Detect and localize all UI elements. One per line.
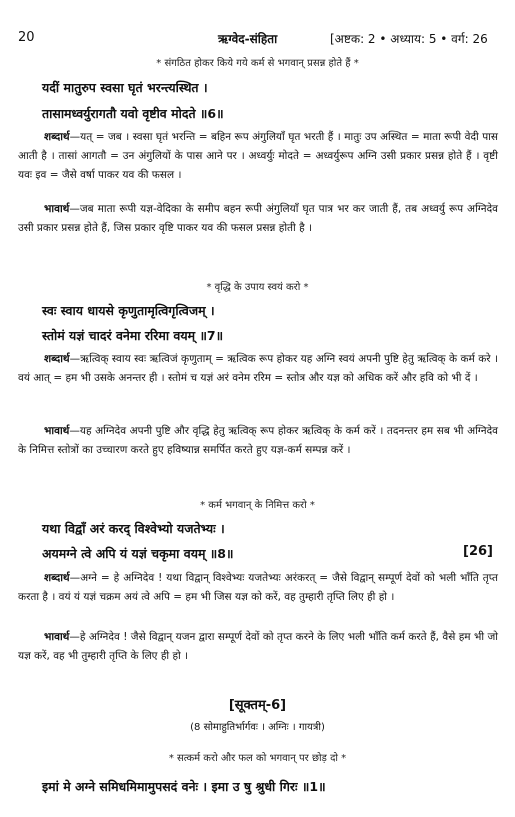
shabdartha-text: —यत् = जब । स्वसा घृतं भरन्ति = बहिन रूप अंगुलियाँ घृत भरती हैं । मातुः उप अस्थित = माता रूपी वेदी पास आती है । तासां आगतौ = उन अंगुलियों के पास आने पर । अध्वर्युः मोदते = अध्वर्युरूप अग्नि उसी प्रकार प्रसन्न होते हैं । वृष्टी यवः इव = जैसे वर्षा पाकर यव की फसल । [18, 131, 498, 181]
bhavartha-label: भावार्थ [44, 425, 70, 437]
bhavartha-paragraph [18, 200, 498, 238]
mantra-line: तासामध्वर्युरागतौ यवो वृष्टीव मोदते ॥6॥ [42, 106, 224, 121]
mantra-line: यथा विद्वाँ अरं करद् विश्वेभ्यो यजतेभ्यः । [42, 521, 225, 536]
shabdartha-paragraph [18, 569, 498, 607]
bhavartha-label: भावार्थ [44, 203, 70, 215]
mantra-line: स्वः स्वाय धायसे कृणुतामृत्विगृत्विजम् । [42, 303, 215, 318]
shabdartha-label: शब्दार्थ [44, 131, 70, 143]
section-heading: * सत्कर्म करो और फल को भगवान् पर छोड़ दो * [168, 753, 347, 764]
shabdartha-paragraph [18, 350, 498, 388]
bhavartha-paragraph [18, 422, 498, 460]
section-heading: * संगठित होकर किये गये कर्म से भगवान् प्रसन्न होते हैं * [156, 58, 359, 69]
page-number: 20 [18, 30, 35, 45]
location-reference: [अष्टक: 2 • अध्याय: 5 • वर्ग: 26 [330, 32, 488, 46]
section-heading: * कर्म भगवान् के निमित्त करो * [200, 500, 315, 511]
shabdartha-paragraph [18, 128, 498, 185]
sukta-title: [सूक्तम्-6] [228, 698, 287, 713]
bhavartha-text: —जब माता रूपी यज्ञ-वेदिका के समीप बहन रूपी अंगुलियाँ घृत पात्र भर कर जाती हैं, तब अध्वर्यु रूप अग्निदेव उसी प्रकार प्रसन्न होते हैं, जिस प्रकार वृष्टि पाकर यव की फसल प्रसन्न होती है । [18, 203, 498, 234]
bhavartha-text: —यह अग्निदेव अपनी पुष्टि और वृद्धि हेतु ऋत्विक् रूप होकर ऋत्विक् के कर्म करें । तदनन्तर हम सब भी अग्निदेव के निमित्त स्तोत्रों का उच्चारण करते हुए हविष्यान्न समर्पित करते हुए यज्ञ-कर्म सम्पन्न करें । [18, 425, 498, 456]
shabdartha-label: शब्दार्थ [44, 353, 70, 365]
bhavartha-label: भावार्थ [44, 631, 70, 643]
mantra-line: यदीं मातुरुप स्वसा घृतं भरन्त्यस्थित । [42, 80, 208, 95]
section-heading: * वृद्धि के उपाय स्वयं करो * [206, 282, 309, 293]
sukta-subtitle: (8 सोमाहुतिर्भार्गवः । अग्निः । गायत्री) [190, 722, 325, 733]
shabdartha-text: —ऋत्विक् स्वाय स्वः ऋत्विजं कृणुताम् = ऋत्विक रूप होकर यह अग्नि स्वयं अपनी पुष्टि हेतु ऋत्विक् के कर्म करे । वयं आत् = हम भी उसके अनन्तर ही । स्तोमं च यज्ञं अरं वनेम ररिम = स्तोत्र और यज्ञ को अधिक करें और हवि को भी दें । [18, 353, 498, 384]
mantra-line: स्तोमं यज्ञं चादरं वनेमा ररिमा वयम् ॥7॥ [42, 328, 224, 343]
bhavartha-paragraph [18, 628, 498, 666]
shabdartha-text: —अग्ने = हे अग्निदेव ! यथा विद्वान् विश्वेभ्यः यजतेभ्यः अरंकरत् = जैसे विद्वान् सम्पूर्ण देवों को भली भाँति तृप्त करता है । वयं यं यज्ञं चक्रम अयं त्वे अपि = हम भी जिस यज्ञ को करें, वह तुम्हारी तृप्ति लिए ही हो । [18, 572, 498, 603]
bhavartha-text: —हे अग्निदेव ! जैसे विद्वान् यजन द्वारा सम्पूर्ण देवों को तृप्त करने के लिए भली भाँति कर्म करते हैं, वैसे हम भी जो यज्ञ करें, वह भी तुम्हारी तृप्ति के लिए ही हो । [18, 631, 498, 662]
shabdartha-label: शब्दार्थ [44, 572, 70, 584]
running-title: ऋग्वेद-संहिता [218, 32, 278, 46]
varga-marker: [26] [463, 544, 493, 559]
mantra-line: इमां मे अग्ने समिधमिमामुपसदं वनेः । इमा उ षु श्रुधी गिरः ॥1॥ [42, 779, 326, 794]
mantra-line: अयमग्ने त्वे अपि यं यज्ञं चकृमा वयम् ॥8॥ [42, 546, 234, 561]
